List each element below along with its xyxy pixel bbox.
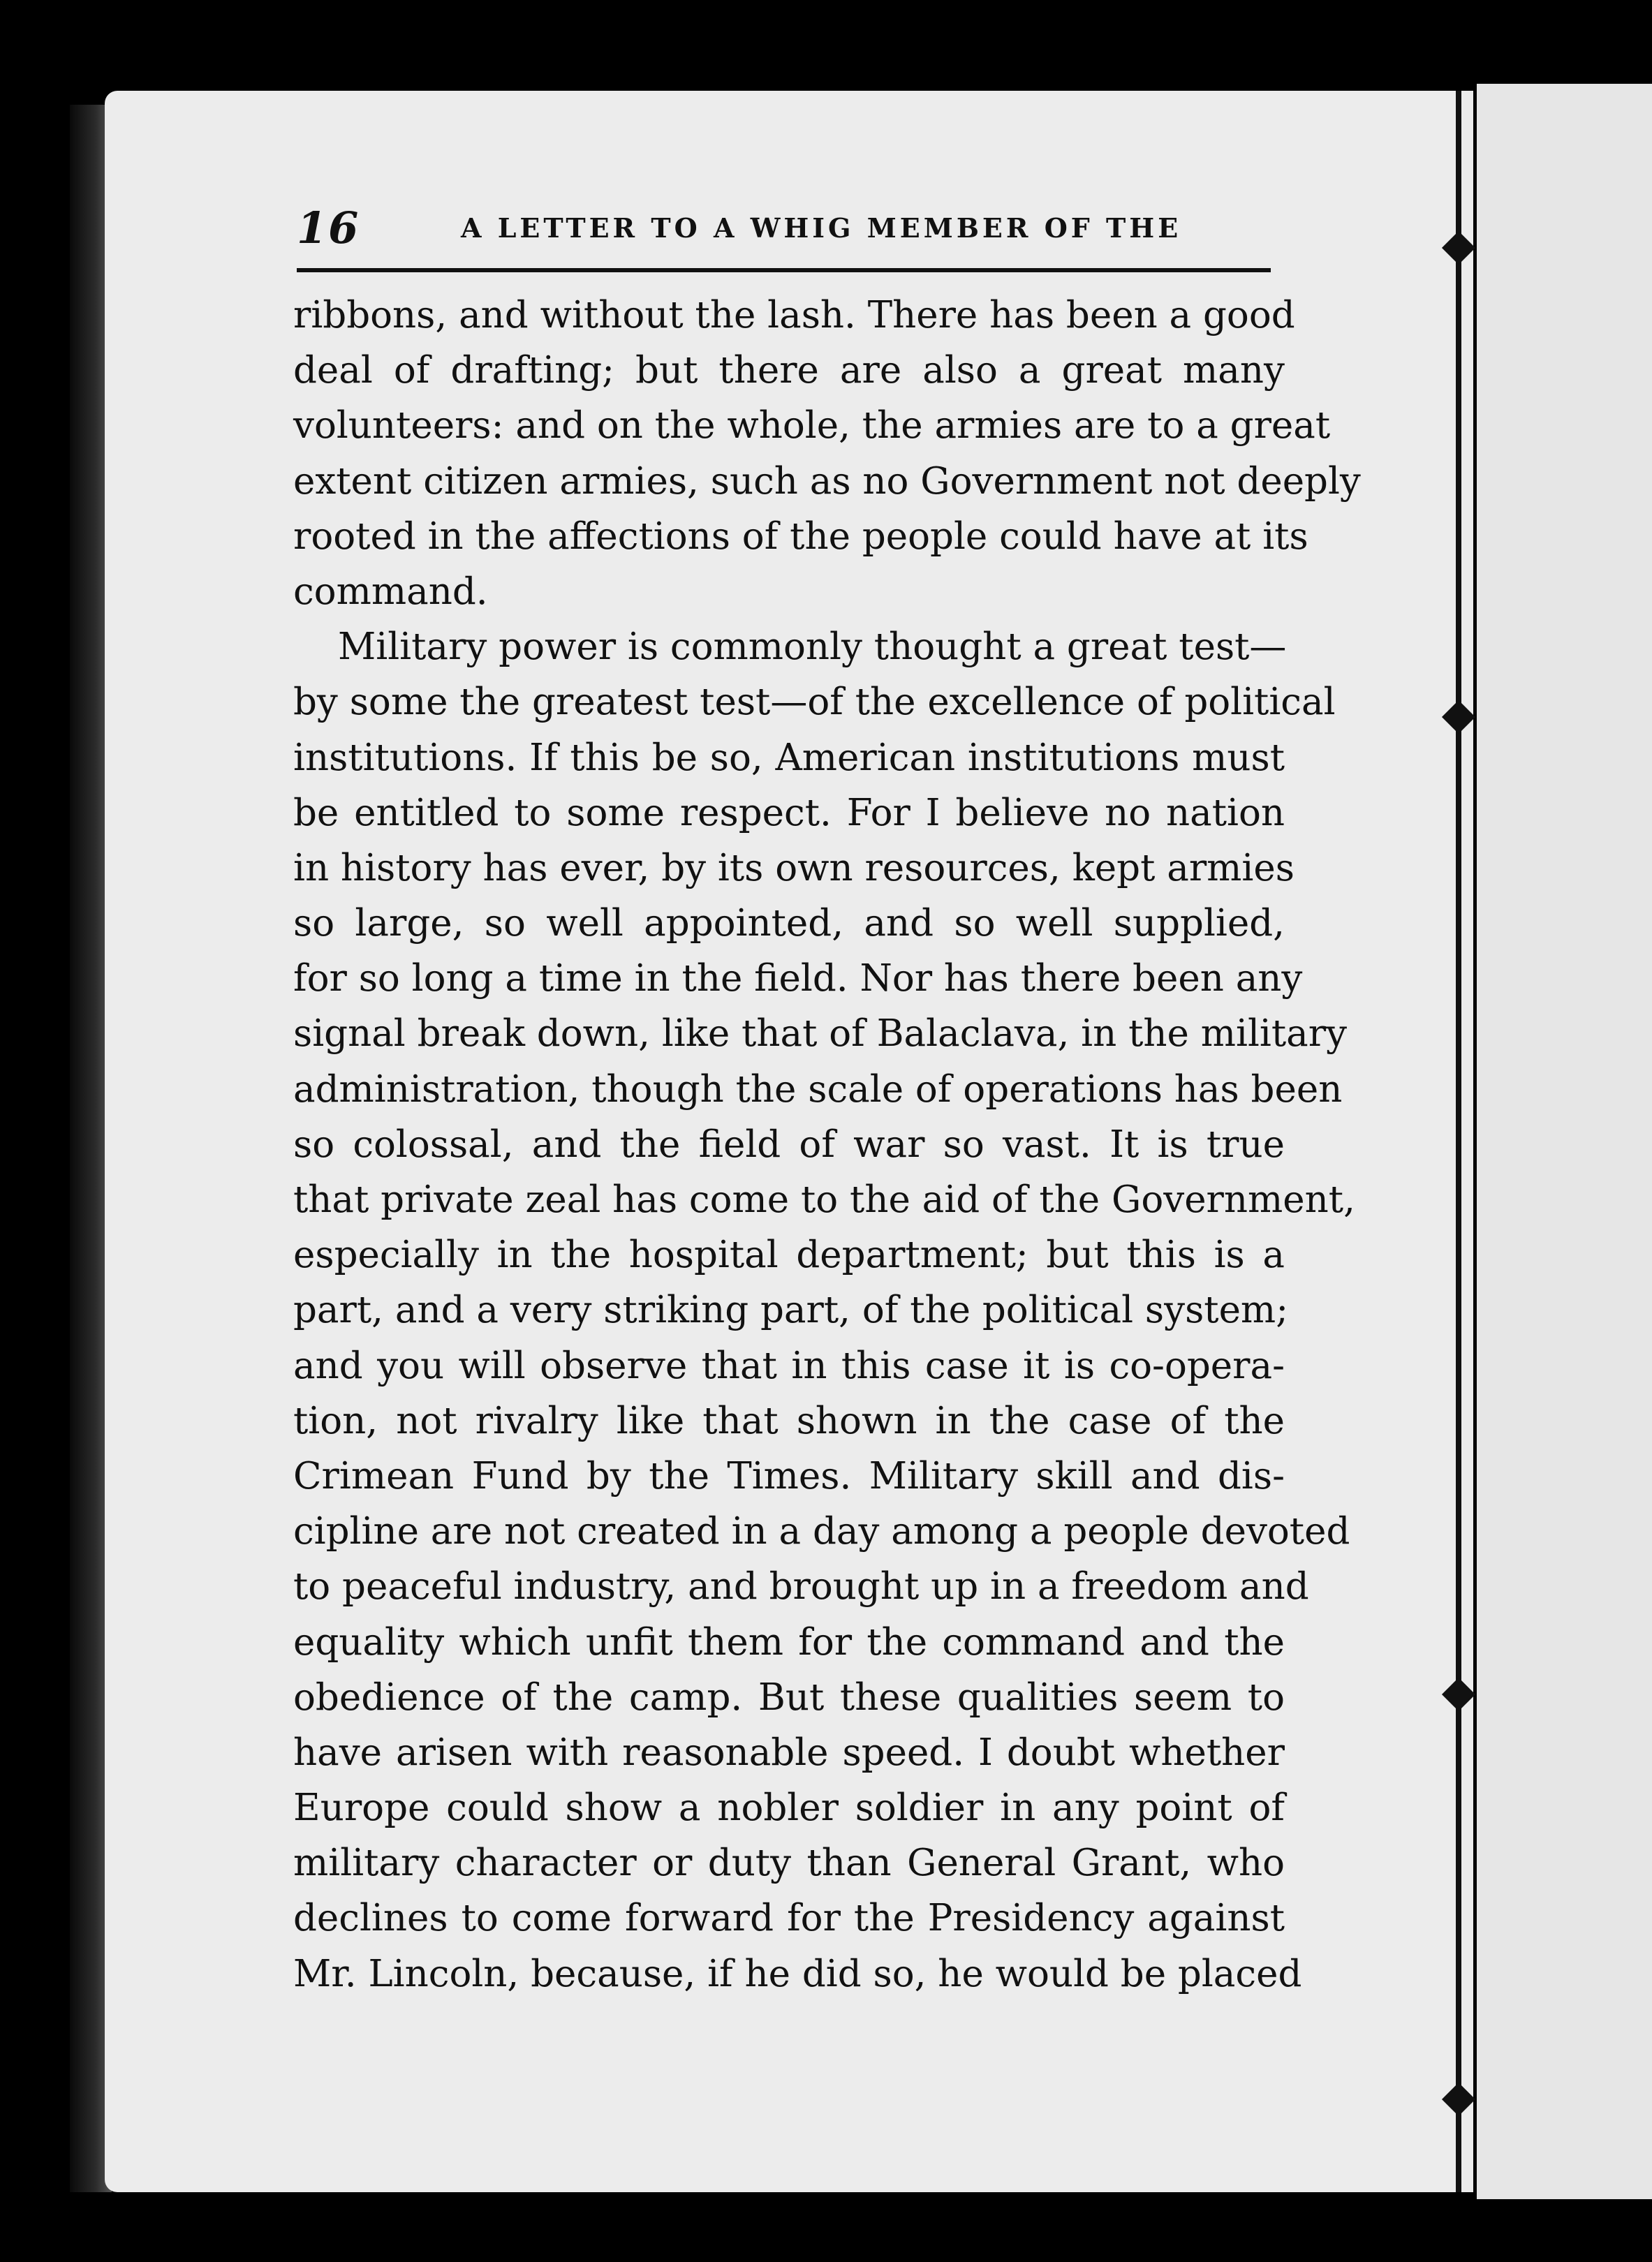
text-line: obedience of the camp. But these qualities seem to bbox=[293, 1676, 1285, 1719]
text-line: so large, so well appointed, and so well supplied, bbox=[293, 902, 1285, 945]
text-line: administration, though the scale of operations has been bbox=[293, 1067, 1343, 1111]
text-line: ribbons, and without the lash. There has been a good bbox=[293, 294, 1295, 337]
text-line: Military power is commonly thought a great test— bbox=[338, 626, 1287, 669]
page-number: 16 bbox=[297, 202, 360, 253]
text-line: have arisen with reasonable speed. I doubt whether bbox=[293, 1731, 1285, 1774]
binding-gutter-line bbox=[1456, 91, 1461, 2192]
text-line: part, and a very striking part, of the political system; bbox=[293, 1289, 1289, 1332]
text-line: be entitled to some respect. For I believe no nation bbox=[293, 791, 1285, 834]
text-line: Crimean Fund by the Times. Military skill and dis- bbox=[293, 1454, 1285, 1498]
text-line: volunteers: and on the whole, the armies are to a great bbox=[293, 404, 1331, 448]
text-line: tion, not rivalry like that shown in the case of the bbox=[293, 1399, 1285, 1442]
header-rule bbox=[297, 268, 1271, 272]
text-line: especially in the hospital department; but this is a bbox=[293, 1234, 1285, 1277]
facing-page-strip bbox=[1477, 84, 1652, 2199]
text-line: equality which unfit them for the command and the bbox=[293, 1620, 1285, 1664]
text-line: command. bbox=[293, 570, 488, 613]
body-text bbox=[293, 288, 1361, 2002]
text-line: extent citizen armies, such as no Government not deeply bbox=[293, 459, 1361, 503]
text-line: cipline are not created in a day among a people devoted bbox=[293, 1510, 1350, 1553]
text-line: for so long a time in the field. Nor has there been any bbox=[293, 957, 1303, 1000]
text-line: rooted in the affections of the people could have at its bbox=[293, 515, 1308, 558]
text-line: and you will observe that in this case it is co-opera- bbox=[293, 1344, 1285, 1387]
text-line: in history has ever, by its own resources, kept armies bbox=[293, 846, 1295, 889]
text-line: Mr. Lincoln, because, if he did so, he would be placed bbox=[293, 1952, 1302, 1995]
text-line: to peaceful industry, and brought up in a freedom and bbox=[293, 1565, 1309, 1609]
text-line: military character or duty than General Grant, who bbox=[293, 1842, 1285, 1885]
text-line: declines to come forward for the Presidency against bbox=[293, 1897, 1285, 1940]
text-line: deal of drafting; but there are also a great many bbox=[293, 349, 1285, 392]
text-line: signal break down, like that of Balaclava, in the military bbox=[293, 1012, 1348, 1056]
running-title: A LETTER TO A WHIG MEMBER OF THE bbox=[461, 212, 1182, 244]
text-line: institutions. If this be so, American institutions must bbox=[293, 736, 1285, 779]
text-line: that private zeal has come to the aid of the Government, bbox=[293, 1178, 1355, 1221]
page-header bbox=[297, 202, 1271, 258]
text-line: by some the greatest test—of the excellence of political bbox=[293, 681, 1336, 724]
text-line: Europe could show a nobler soldier in any point of bbox=[293, 1787, 1285, 1830]
text-line: so colossal, and the field of war so vast. It is true bbox=[293, 1123, 1285, 1166]
